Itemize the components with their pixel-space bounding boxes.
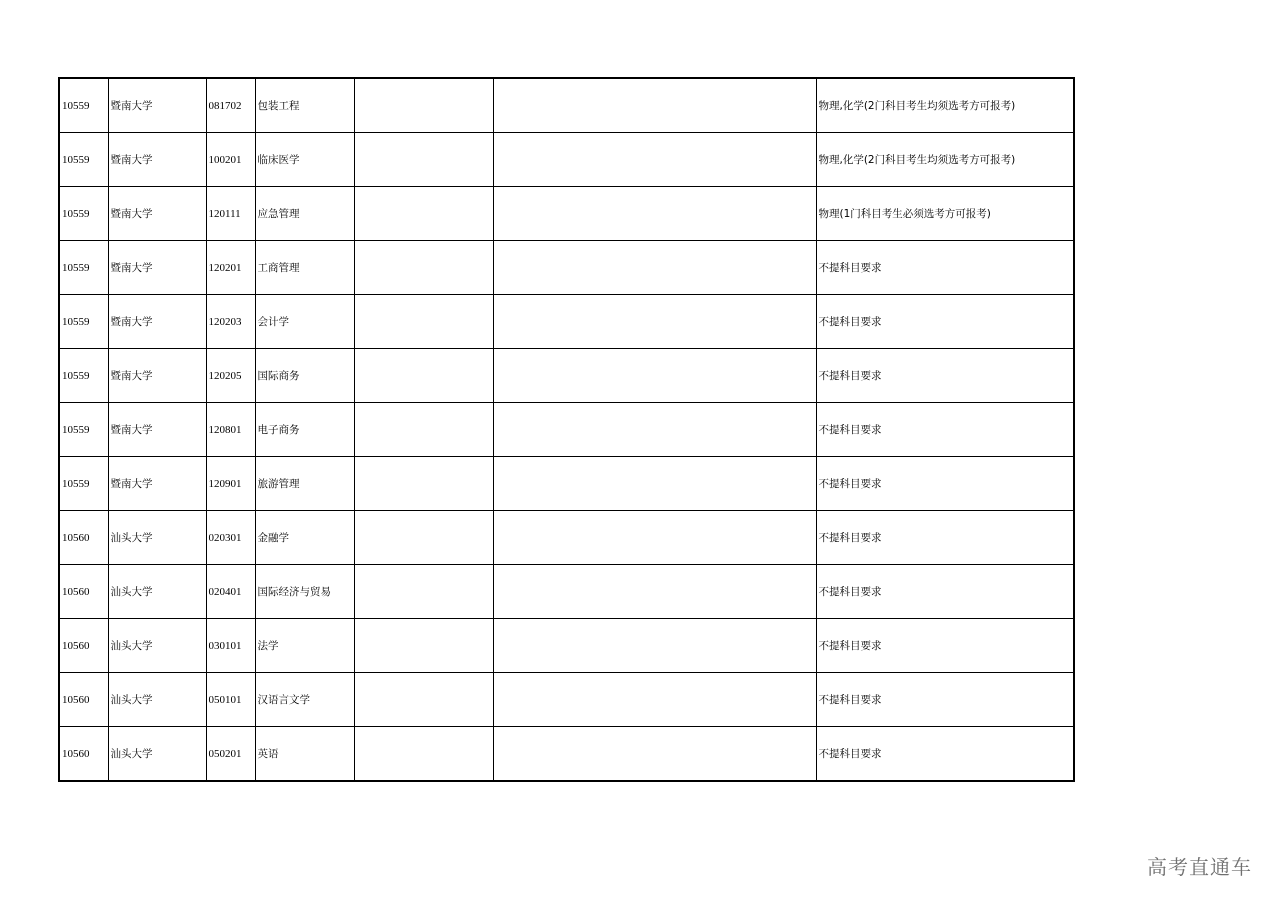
table-body bbox=[59, 78, 1074, 781]
school-name-cell: 暨南大学 bbox=[108, 133, 206, 187]
admission-table bbox=[58, 77, 1075, 782]
major-code-cell: 120205 bbox=[206, 349, 255, 403]
school-code-cell: 10559 bbox=[59, 187, 108, 241]
major-name-cell: 会计学 bbox=[255, 295, 354, 349]
empty-cell bbox=[493, 78, 816, 133]
major-code-cell: 020401 bbox=[206, 565, 255, 619]
empty-cell bbox=[354, 133, 493, 187]
major-code-cell: 050201 bbox=[206, 727, 255, 782]
school-code-cell: 10559 bbox=[59, 295, 108, 349]
empty-cell bbox=[354, 457, 493, 511]
major-name-cell: 应急管理 bbox=[255, 187, 354, 241]
major-name-cell: 国际商务 bbox=[255, 349, 354, 403]
school-code-cell: 10559 bbox=[59, 133, 108, 187]
subject-requirement-cell: 不提科目要求 bbox=[816, 403, 1074, 457]
school-name-cell: 汕头大学 bbox=[108, 727, 206, 782]
school-name-cell: 汕头大学 bbox=[108, 511, 206, 565]
school-code-cell: 10560 bbox=[59, 619, 108, 673]
school-name-cell: 暨南大学 bbox=[108, 349, 206, 403]
major-code-cell: 120901 bbox=[206, 457, 255, 511]
subject-requirement-cell: 不提科目要求 bbox=[816, 241, 1074, 295]
school-code-cell: 10559 bbox=[59, 403, 108, 457]
subject-requirement-cell: 不提科目要求 bbox=[816, 295, 1074, 349]
subject-requirement-cell: 不提科目要求 bbox=[816, 619, 1074, 673]
major-name-cell: 国际经济与贸易 bbox=[255, 565, 354, 619]
table-row bbox=[59, 241, 1074, 295]
empty-cell bbox=[354, 565, 493, 619]
school-code-cell: 10560 bbox=[59, 511, 108, 565]
major-name-cell: 法学 bbox=[255, 619, 354, 673]
subject-requirement-cell: 不提科目要求 bbox=[816, 457, 1074, 511]
school-name-cell: 汕头大学 bbox=[108, 673, 206, 727]
major-name-cell: 包装工程 bbox=[255, 78, 354, 133]
table-row bbox=[59, 349, 1074, 403]
subject-requirement-cell: 不提科目要求 bbox=[816, 565, 1074, 619]
empty-cell bbox=[493, 673, 816, 727]
major-name-cell: 临床医学 bbox=[255, 133, 354, 187]
major-code-cell: 081702 bbox=[206, 78, 255, 133]
school-code-cell: 10559 bbox=[59, 457, 108, 511]
major-code-cell: 020301 bbox=[206, 511, 255, 565]
empty-cell bbox=[354, 295, 493, 349]
table-row bbox=[59, 295, 1074, 349]
school-code-cell: 10560 bbox=[59, 727, 108, 782]
empty-cell bbox=[354, 78, 493, 133]
empty-cell bbox=[493, 133, 816, 187]
empty-cell bbox=[354, 349, 493, 403]
school-name-cell: 汕头大学 bbox=[108, 565, 206, 619]
major-code-cell: 120203 bbox=[206, 295, 255, 349]
table-row bbox=[59, 619, 1074, 673]
major-name-cell: 旅游管理 bbox=[255, 457, 354, 511]
subject-requirement-cell: 不提科目要求 bbox=[816, 727, 1074, 782]
empty-cell bbox=[493, 403, 816, 457]
subject-requirement-cell: 不提科目要求 bbox=[816, 673, 1074, 727]
table-row bbox=[59, 727, 1074, 782]
empty-cell bbox=[354, 619, 493, 673]
subject-requirement-cell: 物理(1门科目考生必须选考方可报考) bbox=[816, 187, 1074, 241]
empty-cell bbox=[354, 241, 493, 295]
subject-requirement-cell: 不提科目要求 bbox=[816, 511, 1074, 565]
school-code-cell: 10559 bbox=[59, 78, 108, 133]
table-row bbox=[59, 457, 1074, 511]
school-code-cell: 10559 bbox=[59, 349, 108, 403]
empty-cell bbox=[493, 619, 816, 673]
major-name-cell: 工商管理 bbox=[255, 241, 354, 295]
empty-cell bbox=[493, 457, 816, 511]
school-code-cell: 10559 bbox=[59, 241, 108, 295]
school-name-cell: 暨南大学 bbox=[108, 187, 206, 241]
table-row bbox=[59, 565, 1074, 619]
empty-cell bbox=[493, 511, 816, 565]
table-row bbox=[59, 133, 1074, 187]
table-row bbox=[59, 78, 1074, 133]
subject-requirement-cell: 不提科目要求 bbox=[816, 349, 1074, 403]
subject-requirement-cell: 物理,化学(2门科目考生均须选考方可报考) bbox=[816, 133, 1074, 187]
school-name-cell: 汕头大学 bbox=[108, 619, 206, 673]
empty-cell bbox=[493, 349, 816, 403]
empty-cell bbox=[354, 187, 493, 241]
school-name-cell: 暨南大学 bbox=[108, 78, 206, 133]
empty-cell bbox=[493, 727, 816, 782]
empty-cell bbox=[354, 403, 493, 457]
school-code-cell: 10560 bbox=[59, 565, 108, 619]
major-code-cell: 030101 bbox=[206, 619, 255, 673]
major-code-cell: 120201 bbox=[206, 241, 255, 295]
empty-cell bbox=[354, 511, 493, 565]
major-code-cell: 050101 bbox=[206, 673, 255, 727]
major-name-cell: 汉语言文学 bbox=[255, 673, 354, 727]
watermark-logo: 高考直通车 bbox=[1147, 855, 1252, 879]
table-row bbox=[59, 673, 1074, 727]
table-row bbox=[59, 511, 1074, 565]
major-name-cell: 英语 bbox=[255, 727, 354, 782]
school-name-cell: 暨南大学 bbox=[108, 241, 206, 295]
major-code-cell: 120111 bbox=[206, 187, 255, 241]
school-name-cell: 暨南大学 bbox=[108, 295, 206, 349]
empty-cell bbox=[493, 187, 816, 241]
major-code-cell: 100201 bbox=[206, 133, 255, 187]
school-code-cell: 10560 bbox=[59, 673, 108, 727]
table-row bbox=[59, 187, 1074, 241]
school-name-cell: 暨南大学 bbox=[108, 403, 206, 457]
empty-cell bbox=[493, 565, 816, 619]
empty-cell bbox=[354, 727, 493, 782]
empty-cell bbox=[354, 673, 493, 727]
school-name-cell: 暨南大学 bbox=[108, 457, 206, 511]
major-name-cell: 金融学 bbox=[255, 511, 354, 565]
table-row bbox=[59, 403, 1074, 457]
major-code-cell: 120801 bbox=[206, 403, 255, 457]
major-name-cell: 电子商务 bbox=[255, 403, 354, 457]
empty-cell bbox=[493, 241, 816, 295]
empty-cell bbox=[493, 295, 816, 349]
subject-requirement-cell: 物理,化学(2门科目考生均须选考方可报考) bbox=[816, 78, 1074, 133]
